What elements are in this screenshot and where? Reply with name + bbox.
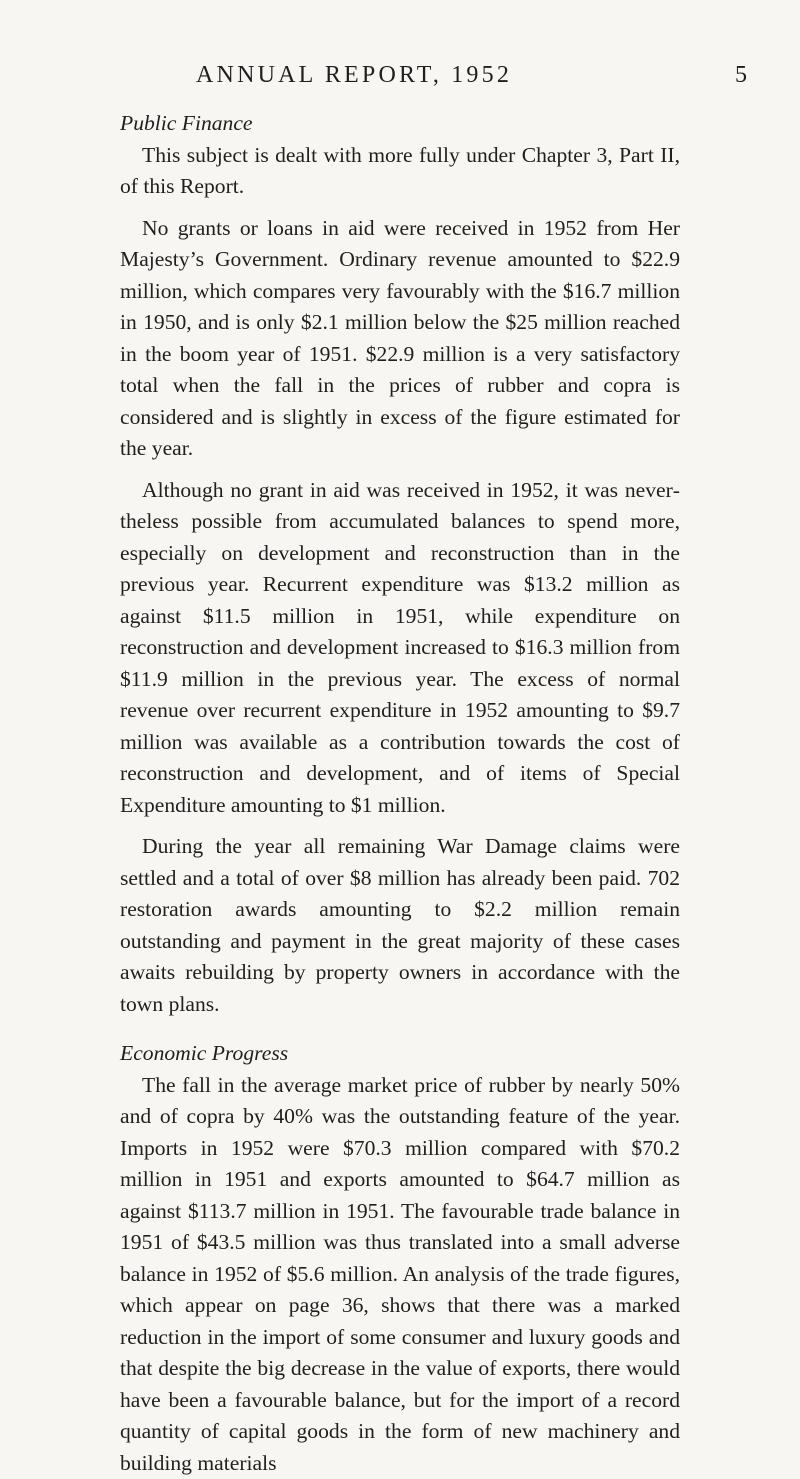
section-heading-public-finance: Public Finance (120, 108, 680, 140)
paragraph: This subject is dealt with more fully under Chapter 3, Part II, of this Report. (120, 140, 680, 203)
body-text (120, 108, 680, 1479)
paragraph: During the year all remaining War Damage claims were settled and a total of over $8 million has already been paid. 702 restoration awards amounting to $2.2 million remain outstanding and payment in the great majority of these cases awaits rebuilding by property owners in accordance with the town plans. (120, 831, 680, 1020)
paragraph: Although no grant in aid was received in 1952, it was nevertheless possible from accumulated balances to spend more, especially on development and reconstruction than in the previous year. Recurrent expenditure was $13.2 million as against $11.5 million in 1951, while expenditure on reconstruction and development increased to $16.3 million from $11.9 million in the previous year. The excess of normal revenue over recurrent expenditure in 1952 amounting to $9.7 million was available as a contribution towards the cost of reconstruction and development, and of items of Special Expenditure amounting to $1 million. (120, 475, 680, 822)
section-heading-economic-progress: Economic Progress (120, 1038, 680, 1070)
page-number: 5 (735, 62, 747, 89)
paragraph: No grants or loans in aid were received in 1952 from Her Majesty’s Government. Ordinary revenue amounted to $22.9 million, which compares very favourably with the $16.7 million in 1950, and is only $2.1 million below the $25 million reached in the boom year of 1951. $22.9 million is a very satisfactory total when the fall in the prices of rubber and copra is considered and is slightly in excess of the figure estimated for the year. (120, 213, 680, 465)
running-head: ANNUAL REPORT, 1952 (196, 62, 512, 89)
paragraph: The fall in the average market price of rubber by nearly 50% and of copra by 40% was the outstanding feature of the year. Imports in 1952 were $70.3 million compared with $70.2 million in 1951 and exports amounted to $64.7 million as against $113.7 million in 1951. The favourable trade balance in 1951 of $43.5 million was thus translated into a small adverse balance in 1952 of $5.6 million. An analysis of the trade figures, which appear on page 36, shows that there was a marked reduction in the import of some consumer and luxury goods and that despite the big decrease in the value of exports, there would have been a favourable balance, but for the import of a record quantity of capital goods in the form of new machinery and building materials (120, 1070, 680, 1479)
